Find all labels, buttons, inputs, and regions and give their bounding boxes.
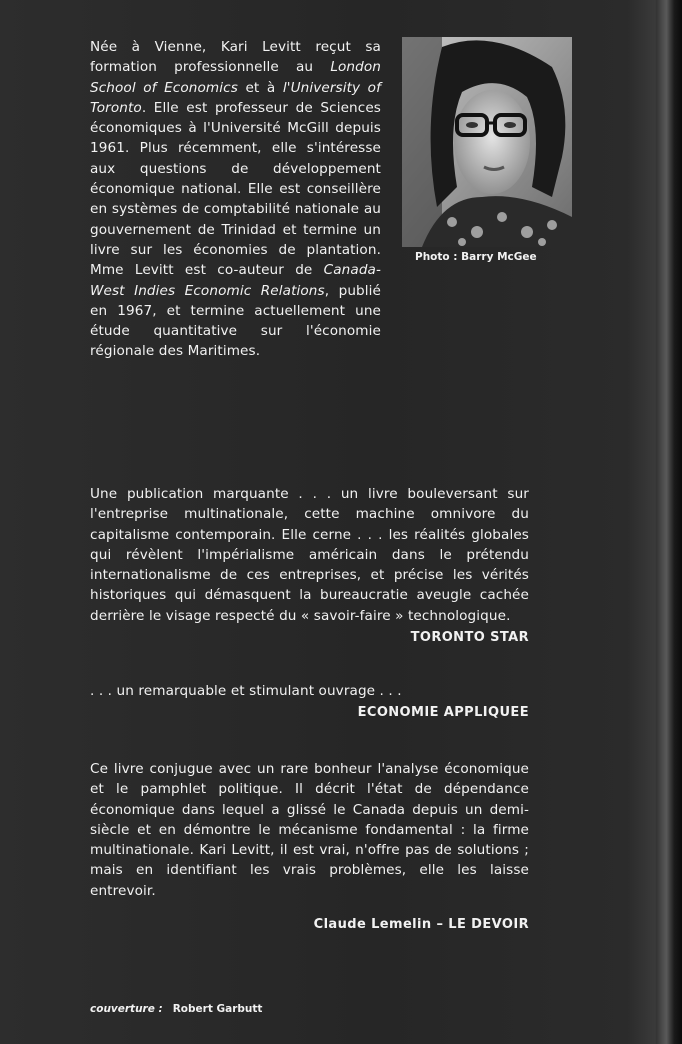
book-title: Canada-West Indies Economic Relations	[90, 262, 381, 299]
school-london: London School of Economics	[90, 59, 381, 96]
author-biography	[90, 37, 381, 362]
review-text: Une publication marquante . . . un livre bouleversant sur l'entreprise multinationale, cette machine omnivore du capitalisme contemporain. Elle cerne . . . les réalités globales qui révèlent l'impérialisme américain dans le prétendu internationalisme de ces entreprises, et précise les vérités historiques qui démasquent la bureaucratie aveugle cachée derrière le visage respecté du « savoir-faire » technologique.	[90, 486, 529, 624]
cover-credit-name: Robert Garbutt	[172, 1003, 263, 1015]
author-photo	[402, 37, 572, 247]
book-spine-edge	[656, 0, 682, 1044]
review-text: Ce livre conjugue avec un rare bonheur l'analyse économique et le pamphlet politique. Il décrit l'état de dépendance économique dans lequel a glissé le Canada depuis un demi-siècle et en démontre le mécanisme fondamental : la firme multinationale. Kari Levitt, il est vrai, n'offre pas de solutions ; mais en identifiant les vrais problèmes, elle les laisse entrevoir.	[90, 761, 529, 899]
review-source: ECONOMIE APPLIQUEE	[357, 705, 529, 721]
review-toronto-star	[90, 484, 529, 648]
review-le-devoir	[90, 759, 529, 935]
review-economie-appliquee	[90, 681, 529, 724]
cover-credit	[90, 1003, 262, 1015]
cover-credit-label: couverture :	[90, 1003, 163, 1015]
review-text: . . . un remarquable et stimulant ouvrage . . .	[90, 683, 402, 699]
school-toronto: l'University of Toronto	[90, 79, 381, 116]
review-source: TORONTO STAR	[410, 630, 529, 646]
review-source: Claude Lemelin – LE DEVOIR	[313, 917, 529, 933]
photo-credit: Photo : Barry McGee	[415, 251, 537, 263]
biography-text: Née à Vienne, Kari Levitt reçut sa formation professionnelle au London School of Economics et à l'University of Toronto. Elle est professeur de Sciences économiques à l'Université McGill depuis 1961. Plus récemment, elle s'intéresse aux questions de développement économique national. Elle est conseillère en systèmes de comptabilité nationale au gouvernement de Trinidad et termine un livre sur les économies de plantation. Mme Levitt est co-auteur de Canada-West Indies Economic Relations, publié en 1967, et termine actuellement une étude quantitative sur l'économie régionale des Maritimes.	[90, 39, 382, 360]
